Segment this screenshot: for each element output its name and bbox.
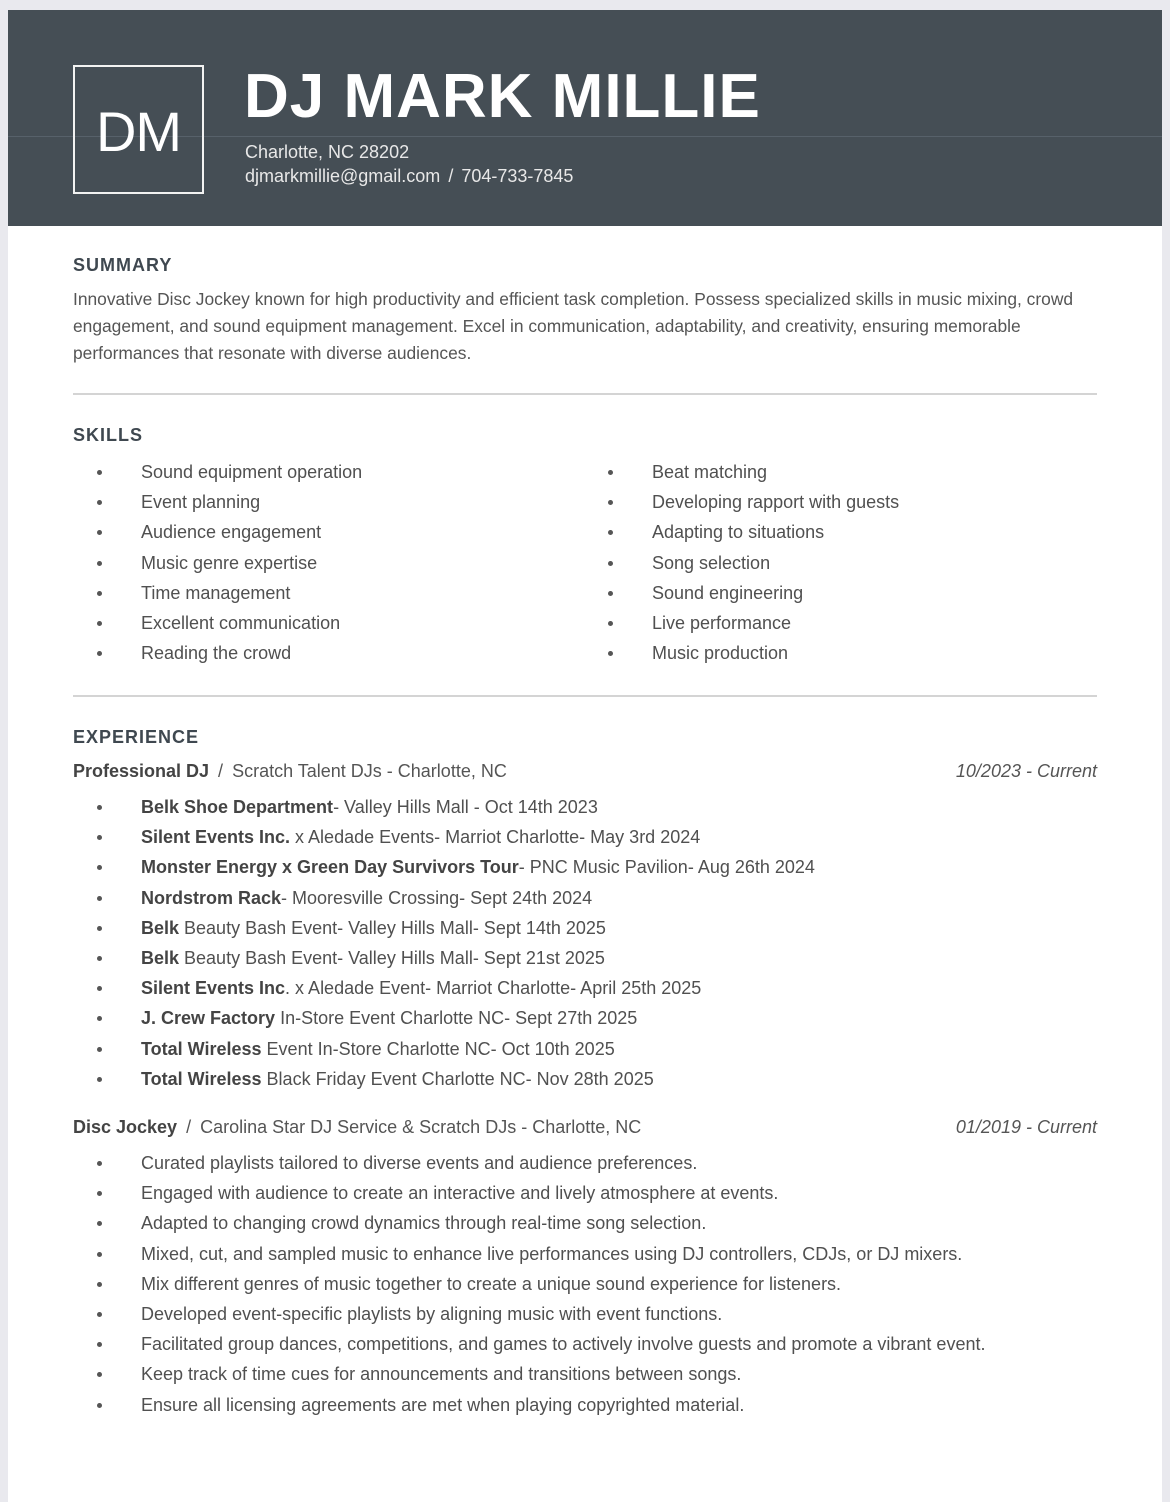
event-item [73,1064,815,1094]
event-details: - PNC Music Pavilion- Aug 26th 2024 [518,857,815,878]
event-client: Nordstrom Rack [141,887,282,908]
job-company: Carolina Star DJ Service & Scratch DJs - Charlotte, NC [200,1117,642,1137]
event-client: Belk [141,917,180,938]
skill-item: Excellent communication [73,608,362,638]
summary-heading: SUMMARY [73,255,173,275]
responsibility-item: Keep track of time cues for announcements and transitions between songs. [73,1359,985,1389]
event-details: Event In-Store Charlotte NC- Oct 10th 2025 [261,1038,615,1059]
event-client: Total Wireless [141,1038,262,1059]
event-item [73,1003,815,1033]
event-client: J. Crew Factory [141,1008,276,1029]
phone-number[interactable]: 704-733-7845 [461,166,574,186]
skill-item: Live performance [584,608,899,638]
skills-list-left [73,457,362,668]
event-details: - Valley Hills Mall - Oct 14th 2023 [333,797,598,817]
skill-item: Beat matching [584,457,899,487]
contact-separator: / [448,166,454,186]
job-separator: / [186,1117,192,1137]
skill-item: Developing rapport with guests [584,487,899,517]
resume-page [8,10,1162,1502]
responsibility-item: Ensure all licensing agreements are met when playing copyrighted material. [73,1390,985,1420]
skill-item: Song selection [584,548,899,578]
event-item [73,792,815,822]
skill-item: Sound engineering [584,578,899,608]
job-bullets [73,1148,985,1420]
event-details: - Mooresville Crossing- Sept 24th 2024 [281,887,593,908]
job-company: Scratch Talent DJs - Charlotte, NC [232,761,507,781]
email-link[interactable]: djmarkmillie@gmail.com [245,166,441,186]
event-client: Belk [141,948,180,969]
skill-item: Time management [73,578,362,608]
event-details: Beauty Bash Event- Valley Hills Mall- Sept 14th 2025 [179,917,606,938]
event-item [73,973,815,1003]
event-item [73,943,815,973]
responsibility-item: Mix different genres of music together to create a unique sound experience for listeners. [73,1269,985,1299]
skill-item: Reading the crowd [73,638,362,668]
section-divider [73,695,1097,697]
experience-heading: EXPERIENCE [73,727,200,747]
candidate-name: DJ MARK MILLIE [244,62,761,131]
responsibility-item: Curated playlists tailored to diverse events and audience preferences. [73,1148,985,1178]
section-divider [73,393,1097,395]
event-details: x Aledade Events- Marriot Charlotte- May 3rd 2024 [290,827,701,848]
contact-info [245,140,573,188]
job-title: Professional DJ [73,761,210,781]
job-title: Disc Jockey [73,1117,178,1137]
skill-item: Adapting to situations [584,517,899,547]
skills-heading: SKILLS [73,425,144,445]
event-client: Belk Shoe Department [141,797,334,817]
skill-item: Event planning [73,487,362,517]
location: Charlotte, NC 28202 [245,142,410,162]
summary-text: Innovative Disc Jockey known for high productivity and efficient task completion. Possess specialized skills in music mixing, crowd engagement, and sound equipment management. Excel in communication, adaptability, and creativity, ensuring memorable performances that resonate with diverse audiences. [73,289,1074,363]
responsibility-item: Developed event-specific playlists by aligning music with event functions. [73,1299,985,1329]
event-client: Silent Events Inc [141,978,286,999]
event-item [73,913,815,943]
job-dates: 10/2023 - Current [955,761,1097,781]
skill-item: Music production [584,638,899,668]
responsibility-item: Mixed, cut, and sampled music to enhance live performances using DJ controllers, CDJs, or DJ mixers. [73,1239,985,1269]
event-details: Black Friday Event Charlotte NC- Nov 28th 2025 [261,1068,654,1089]
event-client: Silent Events Inc. [141,827,291,848]
event-item [73,852,815,882]
monogram-logo: DM [73,65,204,194]
resume-header [8,10,1162,226]
job-bullets [73,792,815,1094]
responsibility-item: Facilitated group dances, competitions, and games to actively involve guests and promote a vibrant event. [73,1329,985,1359]
event-item [73,1034,815,1064]
skill-item: Audience engagement [73,517,362,547]
responsibility-item: Engaged with audience to create an interactive and lively atmosphere at events. [73,1178,985,1208]
event-client: Total Wireless [141,1068,262,1089]
event-item [73,822,815,852]
event-details: Beauty Bash Event- Valley Hills Mall- Sept 21st 2025 [179,948,605,969]
event-details: In-Store Event Charlotte NC- Sept 27th 2025 [275,1008,638,1029]
skill-item: Sound equipment operation [73,457,362,487]
responsibility-item: Adapted to changing crowd dynamics through real-time song selection. [73,1208,985,1238]
event-details: . x Aledade Event- Marriot Charlotte- April 25th 2025 [285,978,702,999]
job-separator: / [218,761,224,781]
job-header [73,759,1097,783]
job-dates: 01/2019 - Current [955,1117,1097,1137]
skill-item: Music genre expertise [73,548,362,578]
event-client: Monster Energy x Green Day Survivors Tour [141,857,519,878]
event-item [73,883,815,913]
skills-list-right [584,457,899,668]
job-header [73,1115,1097,1139]
